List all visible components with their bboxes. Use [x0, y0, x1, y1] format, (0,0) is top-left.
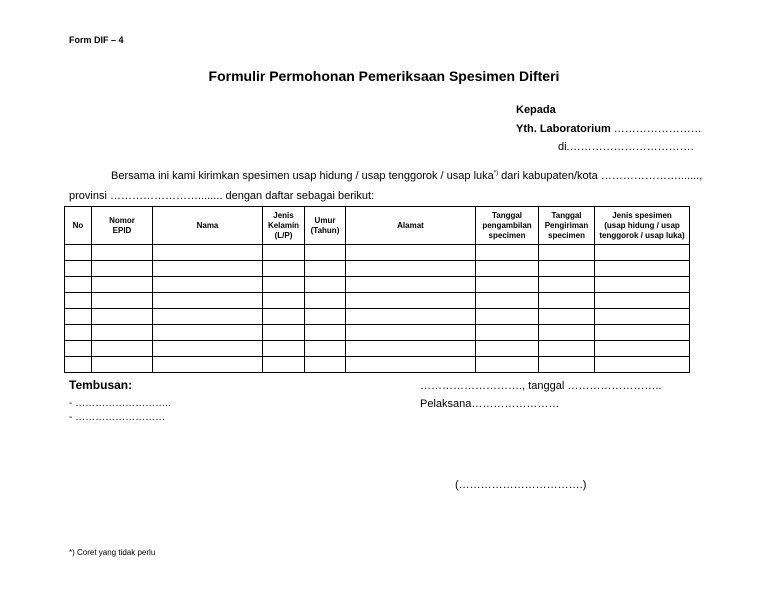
table-cell[interactable]	[65, 245, 92, 261]
addressee-yth-dots: ……………………	[610, 123, 702, 135]
table-cell[interactable]	[305, 309, 346, 325]
table-cell[interactable]	[305, 261, 346, 277]
header-alamat: Alamat	[346, 207, 476, 245]
table-cell[interactable]	[65, 277, 92, 293]
table-cell[interactable]	[153, 245, 263, 261]
table-cell[interactable]	[539, 277, 595, 293]
table-cell[interactable]	[263, 245, 305, 261]
table-cell[interactable]	[65, 325, 92, 341]
table-cell[interactable]	[65, 261, 92, 277]
table-cell[interactable]	[476, 341, 539, 357]
table-cell[interactable]	[92, 357, 153, 373]
addressee-di: di.…………………………….	[558, 141, 694, 153]
table-cell[interactable]	[346, 357, 476, 373]
table-cell[interactable]	[153, 341, 263, 357]
place-date-line: ………………………., tanggal ……………………..	[420, 380, 662, 392]
table-cell[interactable]	[263, 309, 305, 325]
table-cell[interactable]	[539, 341, 595, 357]
addressee-kepada: Kepada	[516, 104, 556, 116]
table-cell[interactable]	[346, 245, 476, 261]
header-jenis-kelamin: Jenis Kelamin (L/P)	[263, 207, 305, 245]
table-cell[interactable]	[263, 325, 305, 341]
addressee-yth-label: Yth. Laboratorium	[516, 123, 611, 135]
footnote: *) Coret yang tidak perlu	[69, 548, 156, 557]
table-cell[interactable]	[346, 325, 476, 341]
tembusan-item: - ………………………	[69, 412, 166, 423]
table-cell[interactable]	[92, 245, 153, 261]
table-cell[interactable]	[476, 261, 539, 277]
header-nama: Nama	[153, 207, 263, 245]
table-cell[interactable]	[595, 341, 690, 357]
table-cell[interactable]	[595, 309, 690, 325]
table-body	[65, 245, 690, 373]
table-row	[65, 245, 690, 261]
table-cell[interactable]	[595, 357, 690, 373]
table-cell[interactable]	[476, 309, 539, 325]
table-cell[interactable]	[476, 245, 539, 261]
table-cell[interactable]	[346, 309, 476, 325]
table-cell[interactable]	[153, 325, 263, 341]
table-cell[interactable]	[153, 309, 263, 325]
table-cell[interactable]	[595, 261, 690, 277]
table-cell[interactable]	[65, 357, 92, 373]
table-row	[65, 341, 690, 357]
header-nomor-epid: Nomor EPID	[92, 207, 153, 245]
table-cell[interactable]	[92, 293, 153, 309]
table-header-row	[65, 207, 690, 245]
form-code: Form DIF – 4	[69, 35, 124, 45]
table-cell[interactable]	[263, 341, 305, 357]
table-cell[interactable]	[305, 357, 346, 373]
header-no: No	[65, 207, 92, 245]
table-cell[interactable]	[595, 325, 690, 341]
table-cell[interactable]	[539, 357, 595, 373]
tembusan-label: Tembusan:	[69, 378, 133, 392]
table-cell[interactable]	[539, 245, 595, 261]
header-umur: Umur (Tahun)	[305, 207, 346, 245]
addressee-yth	[516, 123, 702, 135]
table-cell[interactable]	[263, 261, 305, 277]
table-cell[interactable]	[476, 357, 539, 373]
table-cell[interactable]	[305, 341, 346, 357]
table-cell[interactable]	[595, 245, 690, 261]
table-cell[interactable]	[346, 261, 476, 277]
page-title: Formulir Permohonan Pemeriksaan Spesimen Difteri	[208, 68, 560, 84]
table-cell[interactable]	[153, 277, 263, 293]
table-cell[interactable]	[476, 277, 539, 293]
table-cell[interactable]	[65, 293, 92, 309]
signature-line: (…………………………….)	[455, 479, 587, 491]
table-row	[65, 261, 690, 277]
table-cell[interactable]	[92, 325, 153, 341]
table-row	[65, 325, 690, 341]
intro-line-2: provinsi ……………………........ dengan daftar sebagai berikut:	[69, 190, 375, 202]
table-cell[interactable]	[476, 325, 539, 341]
table-cell[interactable]	[305, 293, 346, 309]
table-row	[65, 277, 690, 293]
pelaksana-line: Pelaksana……………………	[420, 398, 560, 410]
table-cell[interactable]	[539, 325, 595, 341]
table-row	[65, 309, 690, 325]
table-cell[interactable]	[539, 309, 595, 325]
table-cell[interactable]	[539, 261, 595, 277]
table-cell[interactable]	[92, 309, 153, 325]
table-cell[interactable]	[263, 293, 305, 309]
table-cell[interactable]	[346, 293, 476, 309]
table-row	[65, 357, 690, 373]
table-cell[interactable]	[595, 293, 690, 309]
table-cell[interactable]	[263, 277, 305, 293]
specimen-table	[64, 206, 690, 373]
table-cell[interactable]	[153, 357, 263, 373]
table-cell[interactable]	[153, 293, 263, 309]
intro-line-1	[111, 170, 702, 182]
header-tanggal-pengiriman: Tanggal Pengiriman specimen	[539, 207, 595, 245]
table-cell[interactable]	[263, 357, 305, 373]
header-jenis-spesimen: Jenis spesimen (usap hidung / usap tenggorok / usap luka)	[595, 207, 690, 245]
header-tanggal-pengambilan: Tanggal pengambilan specimen	[476, 207, 539, 245]
table-cell[interactable]	[539, 293, 595, 309]
table-cell[interactable]	[92, 341, 153, 357]
table-cell[interactable]	[65, 341, 92, 357]
table-cell[interactable]	[92, 261, 153, 277]
table-row	[65, 293, 690, 309]
table-cell[interactable]	[476, 293, 539, 309]
table-cell[interactable]	[305, 277, 346, 293]
table-cell[interactable]	[153, 261, 263, 277]
table-cell[interactable]	[305, 245, 346, 261]
intro-footnote-marker: *)	[493, 170, 499, 177]
table-cell[interactable]	[346, 277, 476, 293]
table-cell[interactable]	[346, 341, 476, 357]
intro-line-1-main: Bersama ini kami kirimkan spesimen usap hidung / usap tenggorok / usap luka	[111, 170, 494, 182]
tembusan-item: - ………………………..	[69, 398, 171, 409]
table-cell[interactable]	[595, 277, 690, 293]
intro-line-1-tail: dari kabupaten/kota ………………….......,	[498, 170, 703, 182]
table-cell[interactable]	[65, 309, 92, 325]
table-cell[interactable]	[92, 277, 153, 293]
table-cell[interactable]	[305, 325, 346, 341]
